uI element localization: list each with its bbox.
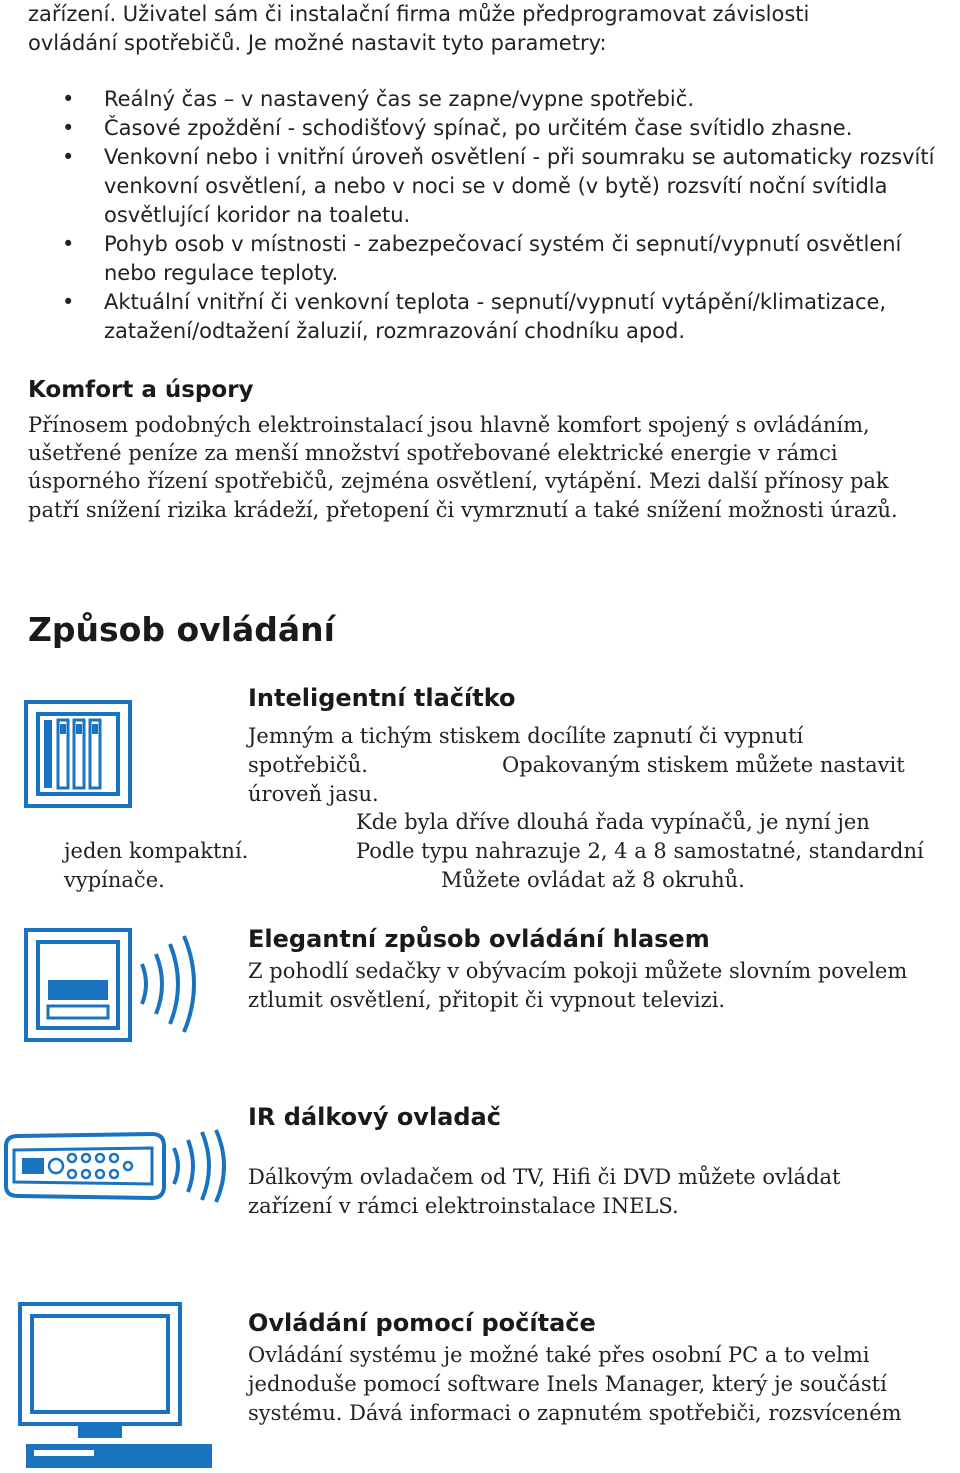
- komfort-line: Přínosem podobných elektroinstalací jsou hlavně komfort spojený s ovládáním,: [28, 413, 870, 437]
- intro-line-2: ovládání spotřebičů. Je možné nastavit tyto parametry:: [28, 31, 607, 55]
- list-item: • Časové zpoždění - schodišťový spínač, po určitém čase svítidlo zhasne.: [58, 114, 958, 143]
- voice-control-icon: [24, 928, 214, 1044]
- list-item: • Aktuální vnitřní či venkovní teplota - sepnutí/vypnutí vytápění/klimatizace, zatažení/odtažení žaluzií, rozmrazování chodníku apod.: [58, 288, 958, 346]
- inteligentni-line: Jemným a tichým stiskem docílíte zapnutí či vypnutí: [248, 724, 804, 748]
- pc-line: jednoduše pomocí software Inels Manager, který je součástí: [248, 1372, 887, 1396]
- komfort-line: ušetřené peníze za menší množství spotřebované elektrické energie v rámci: [28, 441, 838, 465]
- inteligentni-line: Kde byla dříve dlouhá řada vypínačů, je nyní jen: [356, 810, 870, 834]
- inteligentni-line: Opakovaným stiskem můžete nastavit: [502, 753, 905, 777]
- intro-line-1: zařízení. Uživatel sám či instalační firma může předprogramovat závislosti: [28, 2, 810, 26]
- list-item: • Pohyb osob v místnosti - zabezpečovací systém či sepnutí/vypnutí osvětlení nebo regulace teploty.: [58, 230, 958, 288]
- inteligentni-line: Podle typu nahrazuje 2, 4 a 8 samostatné, standardní: [356, 839, 924, 863]
- section-title-inteligentni: Inteligentní tlačítko: [248, 684, 516, 712]
- parameter-list: [58, 85, 958, 346]
- ir-line: zařízení v rámci elektroinstalace INELS.: [248, 1194, 679, 1218]
- komfort-line: úsporného řízení spotřebičů, zejména osvětlení, vytápění. Mezi další přínosy pak: [28, 469, 889, 493]
- inteligentni-line: úroveň jasu.: [248, 782, 379, 806]
- inteligentni-line: Můžete ovládat až 8 okruhů.: [441, 868, 745, 892]
- section-title-hlas: Elegantní způsob ovládání hlasem: [248, 925, 710, 953]
- hlas-line: ztlumit osvětlení, přitopit či vypnout televizi.: [248, 988, 726, 1012]
- ir-line: Dálkovým ovladačem od TV, Hifi či DVD můžete ovládat: [248, 1165, 841, 1189]
- inteligentni-line: vypínače.: [64, 868, 165, 892]
- page-heading-zpusob: Způsob ovládání: [28, 610, 335, 649]
- ir-remote-icon: [2, 1128, 232, 1204]
- section-title-pc: Ovládání pomocí počítače: [248, 1309, 596, 1337]
- inteligentni-line: spotřebičů.: [248, 753, 368, 777]
- list-item: • Venkovní nebo i vnitřní úroveň osvětlení - při soumraku se automaticky rozsvítí venkovní osvětlení, a nebo v noci se v domě (v bytě) rozsvítí noční svítidla osvětlující koridor na toaletu.: [58, 143, 958, 230]
- hlas-line: Z pohodlí sedačky v obývacím pokoji můžete slovním povelem: [248, 959, 908, 983]
- pc-line: Ovládání systému je možné také přes osobní PC a to velmi: [248, 1343, 870, 1367]
- komfort-line: patří snížení rizika krádeží, přetopení či vymrznutí a také snížení možnosti úrazů.: [28, 498, 898, 522]
- switch-panel-icon: [24, 700, 132, 808]
- computer-icon: [18, 1302, 218, 1473]
- section-heading-komfort: Komfort a úspory: [28, 377, 254, 403]
- pc-line: systému. Dává informaci o zapnutém spotřebiči, rozsvíceném: [248, 1401, 902, 1425]
- inteligentni-line: jeden kompaktní.: [64, 839, 249, 863]
- section-title-ir: IR dálkový ovladač: [248, 1103, 501, 1131]
- list-item: • Reálný čas – v nastavený čas se zapne/vypne spotřebič.: [58, 85, 958, 114]
